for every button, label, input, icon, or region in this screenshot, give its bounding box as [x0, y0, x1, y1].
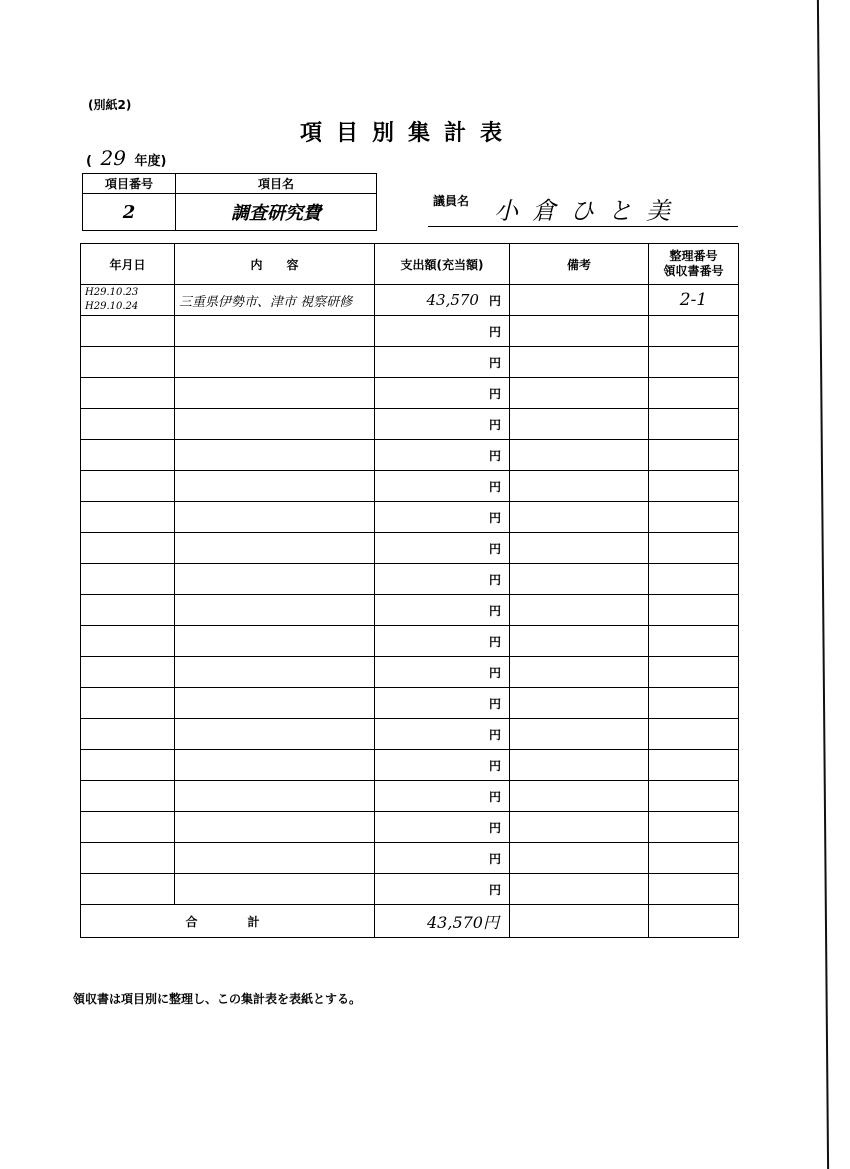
amount-value: 43,570: [426, 291, 479, 309]
yen-mark: 円: [488, 479, 501, 494]
content-cell: [175, 812, 375, 843]
amount-cell: [375, 688, 510, 719]
amount-cell: [375, 564, 510, 595]
amount-cell: [375, 533, 510, 564]
content-cell: [175, 626, 375, 657]
remarks-cell: [510, 874, 649, 905]
table-row: [81, 595, 739, 626]
ref-cell: [649, 316, 739, 347]
date-cell: [81, 843, 175, 874]
remarks-cell: [510, 688, 649, 719]
page-title: 項目別集計表: [300, 121, 517, 146]
yen-mark: 円: [488, 386, 501, 401]
table-row: [81, 812, 739, 843]
member-name: 小倉ひと美: [494, 197, 684, 225]
remarks-cell: [510, 564, 649, 595]
yen-mark: 円: [488, 448, 501, 463]
remarks-cell: [510, 750, 649, 781]
item-table: [82, 173, 377, 231]
yen-mark: 円: [488, 665, 501, 680]
remarks-cell: [510, 812, 649, 843]
table-row: [81, 657, 739, 688]
ref-cell: [649, 657, 739, 688]
member-name-field: [428, 188, 738, 227]
yen-mark: 円: [488, 294, 501, 308]
amount-cell: [375, 657, 510, 688]
yen-mark: 円: [488, 696, 501, 711]
item-number-header: 項目番号: [83, 174, 176, 194]
ref-header-line2: 領収書番号: [663, 264, 724, 278]
ref-cell: [649, 688, 739, 719]
ref-header: [649, 244, 739, 285]
amount-cell: [375, 440, 510, 471]
date-cell: [81, 781, 175, 812]
remarks-cell: [510, 502, 649, 533]
date-header: 年月日: [81, 244, 175, 285]
remarks-cell: [510, 719, 649, 750]
item-name-header: 項目名: [176, 174, 377, 194]
item-number-value: 2: [83, 194, 176, 231]
remarks-cell: [510, 471, 649, 502]
remarks-cell: [510, 781, 649, 812]
date-cell: [81, 688, 175, 719]
member-label: 議員名: [433, 194, 470, 208]
total-remarks-cell: [510, 905, 649, 938]
amount-cell: [375, 750, 510, 781]
content-cell: [175, 533, 375, 564]
yen-mark: 円: [488, 510, 501, 525]
date-cell: [81, 471, 175, 502]
ref-cell: [649, 533, 739, 564]
ref-cell: [649, 874, 739, 905]
year-open: (: [86, 154, 92, 169]
remarks-cell: [510, 440, 649, 471]
date-cell: [81, 347, 175, 378]
date-cell: [81, 874, 175, 905]
content-cell: [175, 440, 375, 471]
date-cell: [81, 812, 175, 843]
amount-cell: [375, 874, 510, 905]
amount-cell: [375, 285, 510, 316]
yen-mark: 円: [488, 572, 501, 587]
yen-mark: 円: [488, 727, 501, 742]
remarks-cell: [510, 657, 649, 688]
table-row: [81, 750, 739, 781]
content-cell: [175, 316, 375, 347]
content-cell: [175, 657, 375, 688]
ref-cell: [649, 564, 739, 595]
remarks-cell: [510, 626, 649, 657]
date-cell: [81, 440, 175, 471]
content-cell: [175, 750, 375, 781]
ref-cell: [649, 626, 739, 657]
page-edge: [817, 0, 834, 1169]
ref-cell: [649, 378, 739, 409]
content-cell: [175, 595, 375, 626]
content-cell: 三重県伊勢市、津市 視察研修: [175, 285, 375, 316]
expense-table: [80, 243, 739, 938]
year-suffix: 年度): [134, 154, 167, 169]
ref-cell: [649, 843, 739, 874]
yen-mark: 円: [488, 417, 501, 432]
date-cell: [81, 285, 175, 316]
table-row: [81, 316, 739, 347]
remarks-cell: [510, 843, 649, 874]
date-cell: [81, 409, 175, 440]
attachment-label: (別紙2): [88, 98, 132, 112]
table-row: [81, 471, 739, 502]
yen-mark: 円: [488, 758, 501, 773]
amount-cell: [375, 347, 510, 378]
table-row: [81, 440, 739, 471]
ref-cell: [649, 750, 739, 781]
table-row: [81, 688, 739, 719]
remarks-cell: [510, 378, 649, 409]
table-row: [81, 874, 739, 905]
content-cell: [175, 874, 375, 905]
date-cell: [81, 719, 175, 750]
table-row: [81, 564, 739, 595]
content-cell: [175, 378, 375, 409]
ref-cell: [649, 347, 739, 378]
table-row: [81, 533, 739, 564]
ref-cell: 2-1: [649, 285, 739, 316]
table-row: [81, 347, 739, 378]
amount-cell: [375, 843, 510, 874]
footnote: 領収書は項目別に整理し、この集計表を表紙とする。: [73, 992, 362, 1006]
date-cell: [81, 533, 175, 564]
amount-cell: [375, 316, 510, 347]
total-row: [81, 905, 739, 938]
content-cell: [175, 719, 375, 750]
remarks-cell: [510, 533, 649, 564]
table-row: [81, 285, 739, 316]
amount-header: 支出額(充当額): [375, 244, 510, 285]
remarks-cell: [510, 595, 649, 626]
ref-cell: [649, 502, 739, 533]
date-cell: [81, 626, 175, 657]
ref-cell: [649, 440, 739, 471]
ref-header-line1: 整理番号: [669, 249, 718, 263]
table-row: [81, 719, 739, 750]
amount-cell: [375, 502, 510, 533]
ref-cell: [649, 471, 739, 502]
content-cell: [175, 688, 375, 719]
content-cell: [175, 843, 375, 874]
content-cell: [175, 347, 375, 378]
total-label: 合計: [81, 905, 375, 938]
year-value: 29: [100, 146, 126, 170]
amount-cell: [375, 626, 510, 657]
yen-mark: 円: [488, 324, 501, 339]
total-ref-cell: [649, 905, 739, 938]
yen-mark: 円: [488, 541, 501, 556]
date-line1: H29.10.23: [85, 287, 139, 298]
remarks-cell: [510, 409, 649, 440]
table-row: [81, 781, 739, 812]
amount-cell: [375, 409, 510, 440]
table-row: [81, 843, 739, 874]
remarks-cell: [510, 316, 649, 347]
remarks-header: 備考: [510, 244, 649, 285]
remarks-cell: [510, 347, 649, 378]
table-row: [81, 378, 739, 409]
amount-cell: [375, 471, 510, 502]
amount-cell: [375, 719, 510, 750]
date-cell: [81, 657, 175, 688]
date-cell: [81, 502, 175, 533]
ref-cell: [649, 719, 739, 750]
amount-cell: [375, 595, 510, 626]
ref-cell: [649, 409, 739, 440]
amount-cell: [375, 378, 510, 409]
content-cell: [175, 564, 375, 595]
content-cell: [175, 471, 375, 502]
table-row: [81, 409, 739, 440]
date-cell: [81, 564, 175, 595]
fiscal-year: [86, 146, 166, 170]
yen-mark: 円: [488, 882, 501, 897]
table-header-row: [81, 244, 739, 285]
yen-mark: 円: [488, 634, 501, 649]
date-cell: [81, 595, 175, 626]
amount-cell: [375, 781, 510, 812]
content-cell: [175, 502, 375, 533]
amount-cell: [375, 812, 510, 843]
yen-mark: 円: [488, 603, 501, 618]
table-row: [81, 502, 739, 533]
content-cell: [175, 409, 375, 440]
yen-mark: 円: [488, 789, 501, 804]
date-cell: [81, 316, 175, 347]
yen-mark: 円: [488, 851, 501, 866]
date-line2: H29.10.24: [85, 301, 139, 312]
table-row: [81, 626, 739, 657]
yen-mark: 円: [488, 820, 501, 835]
date-cell: [81, 750, 175, 781]
content-header: 内 容: [175, 244, 375, 285]
date-cell: [81, 378, 175, 409]
yen-mark: 円: [488, 355, 501, 370]
total-amount: 43,570円: [375, 905, 510, 938]
ref-cell: [649, 812, 739, 843]
item-name-value: 調査研究費: [176, 194, 377, 231]
ref-cell: [649, 595, 739, 626]
remarks-cell: [510, 285, 649, 316]
ref-cell: [649, 781, 739, 812]
content-cell: [175, 781, 375, 812]
